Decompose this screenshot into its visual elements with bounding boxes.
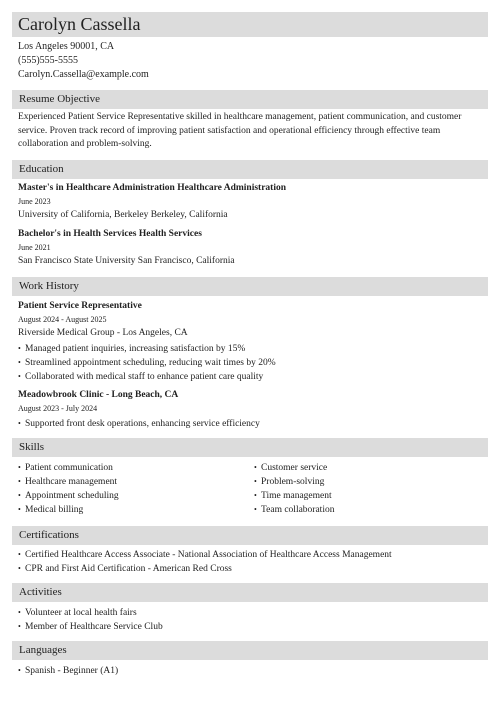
degree-date: June 2021 [18,243,51,252]
job-company: Riverside Medical Group - Los Angeles, CA [18,328,188,338]
list-item: • Appointment scheduling [18,489,248,503]
job-bullets [18,342,484,384]
section-header-education: Education [12,160,488,179]
list-item: • Certified Healthcare Access Associate - National Association of Healthcare Access Management [18,548,484,562]
school-name: University of California, Berkeley Berkeley, California [18,210,228,220]
candidate-name: Carolyn Cassella [12,12,488,37]
list-item: • Managed patient inquiries, increasing satisfaction by 15% [18,342,484,356]
section-header-activities: Activities [12,583,488,602]
degree-title: Master's in Healthcare Administration Healthcare Administration [18,183,287,193]
section-header-work-history: Work History [12,277,488,296]
contact-location: Los Angeles 90001, CA [18,41,115,52]
job-bullets [18,417,484,431]
list-item: • Medical billing [18,503,248,517]
list-item: • Patient communication [18,461,248,475]
contact-phone: (555)555-5555 [18,55,78,66]
list-item: • Collaborated with medical staff to enhance patient care quality [18,370,484,384]
section-header-skills: Skills [12,438,488,457]
degree-date: June 2023 [18,197,51,206]
job-entry [18,389,484,431]
job-dates: August 2024 - August 2025 [18,315,107,324]
list-item: • Supported front desk operations, enhancing service efficiency [18,417,484,431]
list-item: • Problem-solving [254,475,484,489]
list-item: • Team collaboration [254,503,484,517]
list-item: • Member of Healthcare Service Club [18,620,484,634]
list-item: • Streamlined appointment scheduling, reducing wait times by 20% [18,356,484,370]
job-title: Patient Service Representative [18,301,142,311]
contact-info [18,40,149,82]
objective-text: Experienced Patient Service Representative skilled in healthcare management, patient communication, and customer service. Proven track record of improving patient satisfaction and operational efficiency through effective team collaboration and problem-solving. [18,112,462,149]
languages-list [18,664,484,678]
skills-list-left [18,461,248,517]
job-title: Meadowbrook Clinic - Long Beach, CA [18,390,179,400]
list-item: • Healthcare management [18,475,248,489]
section-header-languages: Languages [12,641,488,660]
list-item: • Customer service [254,461,484,475]
certifications-list [18,548,484,576]
section-header-objective: Resume Objective [12,90,488,109]
list-item: • Time management [254,489,484,503]
skills-list-right [254,461,484,517]
section-header-certifications: Certifications [12,526,488,545]
contact-email[interactable]: Carolyn.Cassella@example.com [18,69,149,80]
activities-list [18,606,484,634]
list-item: • Spanish - Beginner (A1) [18,664,484,678]
degree-title: Bachelor's in Health Services Health Services [18,229,202,239]
education-entry [18,182,484,222]
job-entry [18,300,484,384]
job-dates: August 2023 - July 2024 [18,404,98,413]
list-item: • CPR and First Aid Certification - American Red Cross [18,562,484,576]
list-item: • Volunteer at local health fairs [18,606,484,620]
education-entry [18,228,484,268]
school-name: San Francisco State University San Francisco, California [18,256,235,266]
